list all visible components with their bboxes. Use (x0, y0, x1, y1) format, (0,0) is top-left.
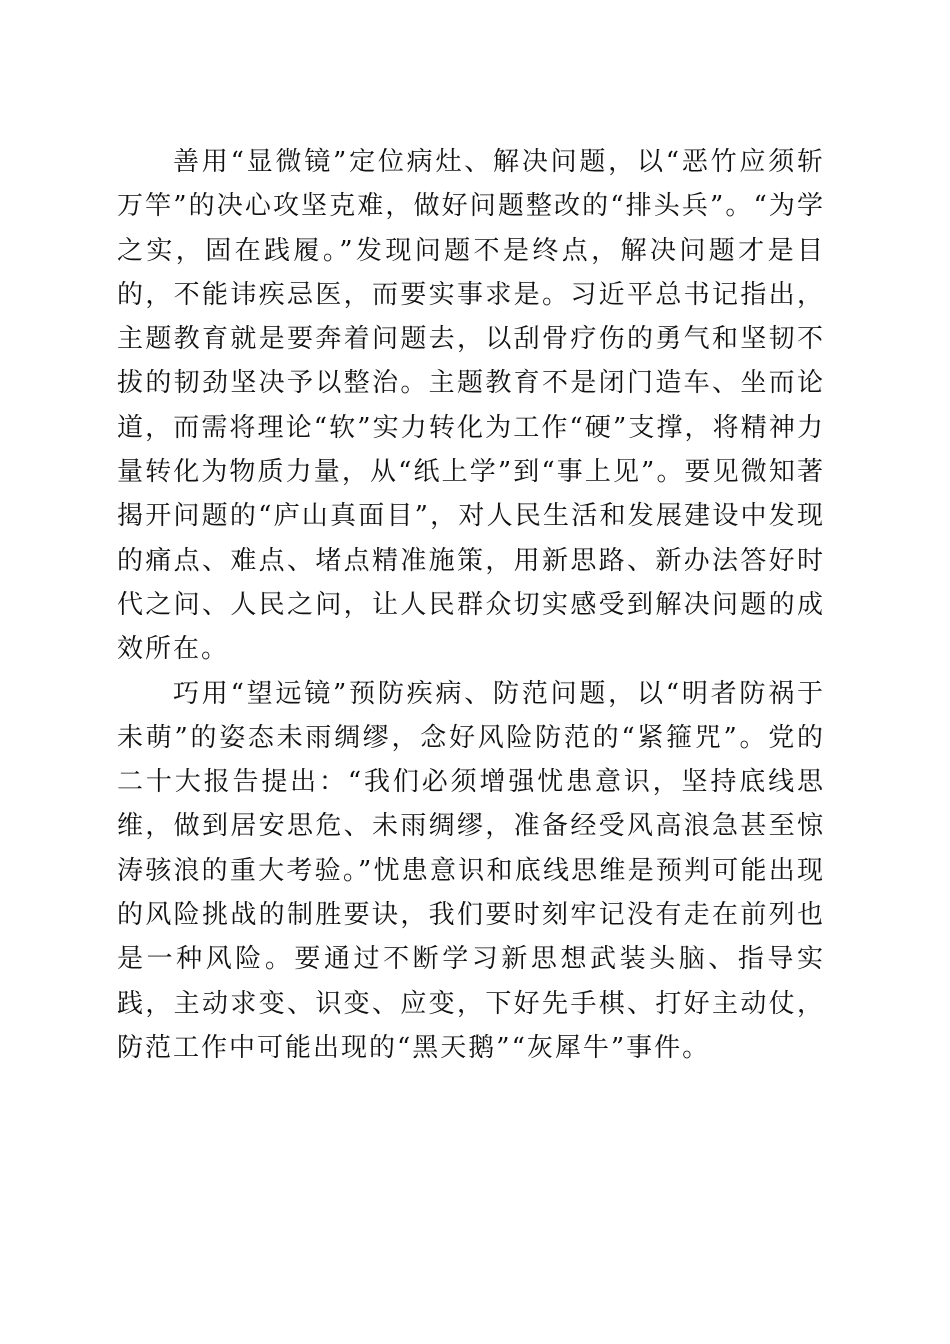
paragraph-telescope: 巧用“望远镜”预防疾病、防范问题，以“明者防祸于未萌”的姿态未雨绸缪，念好风险防范的“紧箍咒”。党的二十大报告提出：“我们必须增强忧患意识，坚持底线思维，做到居安思危、未雨绸缪，准备经受风高浪急甚至惊涛骇浪的重大考验。”忧患意识和底线思维是预判可能出现的风险挑战的制胜要诀，我们要时刻牢记没有走在前列也是一种风险。要通过不断学习新思想武装头脑、指导实践，主动求变、识变、应变，下好先手棋、打好主动仗，防范工作中可能出现的“黑天鹅”“灰犀牛”事件。 (117, 678, 825, 1063)
paragraph-microscope: 善用“显微镜”定位病灶、解决问题，以“恶竹应须斩万竿”的决心攻坚克难，做好问题整改的“排头兵”。“为学之实，固在践履。”发现问题不是终点，解决问题才是目的，不能讳疾忌医，而要实事求是。习近平总书记指出，主题教育就是要奔着问题去，以刮骨疗伤的勇气和坚韧不拔的韧劲坚决予以整治。主题教育不是闭门造车、坐而论道，而需将理论“软”实力转化为工作“硬”支撑，将精神力量转化为物质力量，从“纸上学”到“事上见”。要见微知著揭开问题的“庐山真面目”，对人民生活和发展建设中发现的痛点、难点、堵点精准施策，用新思路、新办法答好时代之问、人民之问，让人民群众切实感受到解决问题的成效所在。 (117, 147, 825, 665)
article-body (117, 140, 825, 1070)
